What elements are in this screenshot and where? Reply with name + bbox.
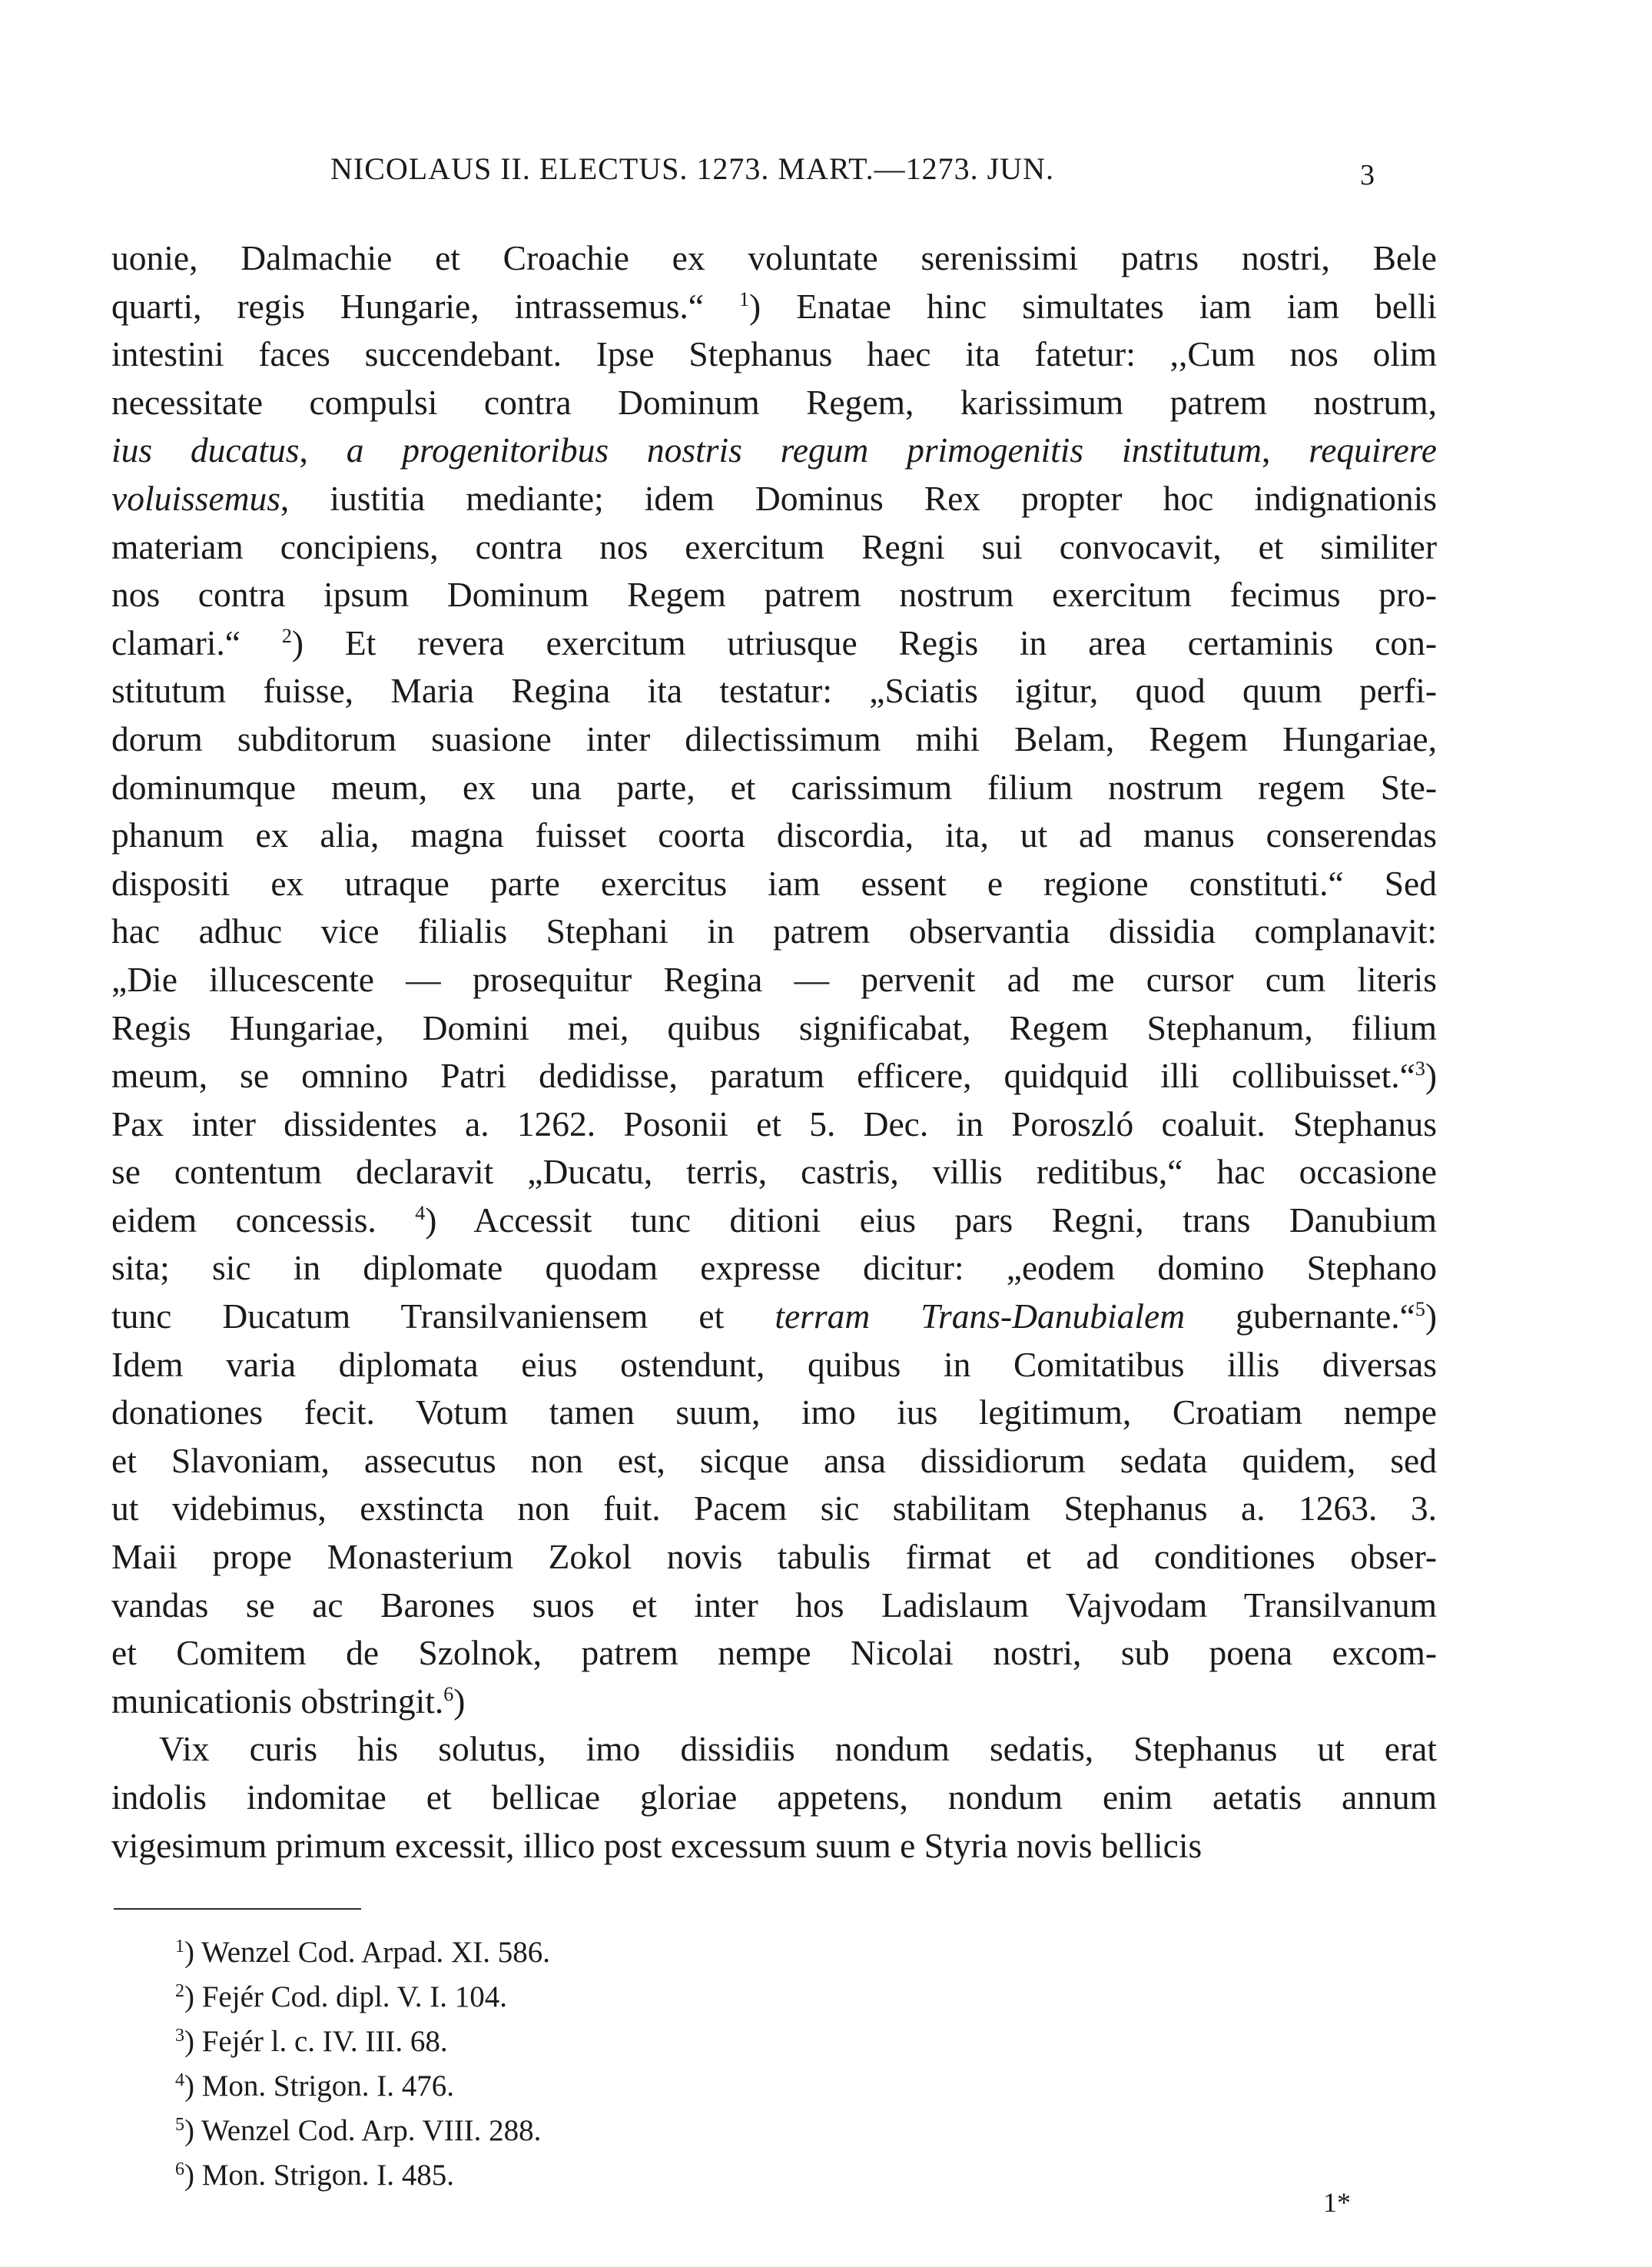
footnote-ref: 1 bbox=[738, 287, 749, 310]
text-run: uonie, Dalmachie et Croachie ex voluntate serenissimi patrıs nostri, Bele bbox=[111, 238, 1437, 277]
text-run: vandas se ac Barones suos et inter hos Ladislaum Vajvodam Transilvanum bbox=[111, 1585, 1437, 1625]
text-line bbox=[111, 1725, 1437, 1774]
text-run: gubernante.“ bbox=[1185, 1296, 1415, 1336]
text-line bbox=[111, 1485, 1437, 1533]
text-line bbox=[111, 667, 1437, 715]
text-line bbox=[111, 619, 1437, 668]
footnote bbox=[175, 2016, 550, 2061]
text-line bbox=[111, 764, 1437, 812]
text-line bbox=[111, 1582, 1437, 1630]
text-run: , iustitia mediante; idem Dominus Rex propter hoc indignationis bbox=[280, 478, 1437, 518]
footnote-text: ) Fejér Cod. dipl. V. I. 104. bbox=[184, 1980, 507, 2013]
text-line bbox=[111, 1822, 1437, 1870]
text-line bbox=[111, 908, 1437, 956]
text-run: ) Enatae hinc simultates iam iam belli bbox=[748, 286, 1438, 326]
text-line bbox=[111, 1678, 1437, 1726]
footnote bbox=[175, 1927, 550, 1972]
footnote-mark: 2 bbox=[175, 1981, 184, 2001]
text-run: nos contra ipsum Dominum Regem patrem nostrum exercitum fecimus pro- bbox=[111, 575, 1437, 615]
text-run: vigesimum primum excessit, illico post excessum suum e Styria novis bellicis bbox=[111, 1825, 1203, 1865]
footnote bbox=[175, 2106, 550, 2150]
text-run: ) Accessit tunc ditioni eius pars Regni, trans Danubium bbox=[425, 1200, 1437, 1240]
footnote-ref: 3 bbox=[1415, 1057, 1425, 1080]
text-run: Pax inter dissidentes a. 1262. Posonii et 5. Dec. in Poroszló coaluit. Stephanus bbox=[111, 1104, 1437, 1143]
text-run: Maii prope Monasterium Zokol novis tabulis firmat et ad conditiones obser- bbox=[111, 1537, 1437, 1577]
text-line bbox=[111, 956, 1437, 1004]
text-run: sita; sic in diplomate quodam expresse dicitur: „eodem domino Stephano bbox=[111, 1248, 1437, 1288]
footnotes bbox=[175, 1927, 550, 2195]
text-run: phanum ex alia, magna fuisset coorta discordia, ita, ut ad manus conserendas bbox=[111, 815, 1437, 855]
text-line bbox=[111, 475, 1437, 523]
footnote-text: ) Mon. Strigon. I. 476. bbox=[184, 2070, 454, 2103]
italic-run: a progenitoribus nostris regum primogenitis institutum bbox=[346, 430, 1262, 470]
text-line bbox=[111, 1437, 1437, 1485]
footnote bbox=[175, 2061, 550, 2106]
footnote-rule bbox=[114, 1908, 361, 1910]
italic-run: terram Trans-Danubialem bbox=[775, 1296, 1186, 1336]
text-line bbox=[111, 1148, 1437, 1197]
text-run: et Slavoniam, assecutus non est, sicque ansa dissidiorum sedata quidem, sed bbox=[111, 1440, 1437, 1480]
text-line bbox=[111, 427, 1437, 475]
text-run: donationes fecit. Votum tamen suum, imo ius legitimum, Croatiam nempe bbox=[111, 1392, 1437, 1432]
footnote-text: ) Fejér l. c. IV. III. 68. bbox=[184, 2025, 448, 2058]
footnote-text: ) Mon. Strigon. I. 485. bbox=[184, 2159, 454, 2192]
text-run: eidem concessis. bbox=[111, 1200, 416, 1240]
footnote-text: ) Wenzel Cod. Arp. VIII. 288. bbox=[184, 2114, 542, 2147]
text-line bbox=[111, 812, 1437, 860]
text-run: „Die illucescente — prosequitur Regina — pervenit ad me cursor cum literis bbox=[111, 959, 1437, 999]
text-line bbox=[111, 1052, 1437, 1100]
text-line bbox=[111, 1197, 1437, 1245]
text-line bbox=[111, 860, 1437, 908]
text-line bbox=[111, 1774, 1437, 1822]
footnote-mark: 1 bbox=[175, 1937, 184, 1957]
running-header bbox=[330, 151, 1375, 197]
text-line bbox=[111, 1533, 1437, 1582]
text-run: dominumque meum, ex una parte, et carissimum filium nostrum regem Ste- bbox=[111, 767, 1437, 807]
page-number: 3 bbox=[1360, 159, 1375, 191]
text-run: tunc Ducatum Transilvaniensem et bbox=[111, 1296, 775, 1336]
text-run: stitutum fuisse, Maria Regina ita testatur: „Sciatis igitur, quod quum perfi- bbox=[111, 671, 1437, 711]
text-run: dispositi ex utraque parte exercitus iam essent e regione constituti.“ Sed bbox=[111, 863, 1437, 903]
text-run: municationis obstringit. bbox=[111, 1681, 444, 1721]
italic-run: requirere bbox=[1309, 430, 1437, 470]
text-line bbox=[111, 1629, 1437, 1678]
text-run: Idem varia diplomata eius ostendunt, quibus in Comitatibus illis diversas bbox=[111, 1344, 1437, 1384]
footnote bbox=[175, 2150, 550, 2195]
text-run: Regis Hungariae, Domini mei, quibus significabat, Regem Stephanum, filium bbox=[111, 1007, 1437, 1047]
text-line bbox=[111, 1244, 1437, 1293]
text-line bbox=[111, 1293, 1437, 1341]
footnote-ref: 2 bbox=[281, 624, 292, 647]
text-line bbox=[111, 1341, 1437, 1389]
text-run: indolis indomitae et bellicae gloriae appetens, nondum enim aetatis annum bbox=[111, 1777, 1437, 1817]
italic-run: ius ducatus bbox=[111, 430, 300, 470]
signature-mark: 1* bbox=[1323, 2187, 1351, 2218]
text-run: ) bbox=[453, 1681, 466, 1721]
text-line bbox=[111, 715, 1437, 764]
text-run: et Comitem de Szolnok, patrem nempe Nicolai nostri, sub poena excom- bbox=[111, 1633, 1437, 1673]
footnote-ref: 6 bbox=[443, 1682, 454, 1705]
footnote bbox=[175, 1972, 550, 2016]
text-line bbox=[111, 571, 1437, 619]
running-title: NICOLAUS II. ELECTUS. 1273. MART.—1273. JUN. bbox=[330, 151, 1054, 186]
body-text bbox=[111, 234, 1437, 1870]
footnote-mark: 4 bbox=[175, 2070, 184, 2090]
text-line bbox=[111, 1004, 1437, 1053]
text-run: ) Et revera exercitum utriusque Regis in area certaminis con- bbox=[291, 622, 1437, 662]
footnote-ref: 4 bbox=[415, 1201, 426, 1224]
text-line bbox=[111, 379, 1437, 427]
text-run: se contentum declaravit „Ducatu, terris, castris, villis reditibus,“ hac occasione bbox=[111, 1152, 1437, 1192]
text-run: meum, se omnino Patri dedidisse, paratum efficere, quidquid illi collibuisset.“ bbox=[111, 1056, 1415, 1096]
text-run: necessitate compulsi contra Dominum Regem, karissimum patrem nostrum, bbox=[111, 382, 1437, 422]
text-run: ) bbox=[1425, 1296, 1437, 1336]
text-line bbox=[111, 1389, 1437, 1437]
text-run: materiam concipiens, contra nos exercitum Regni sui convocavit, et similiter bbox=[111, 526, 1437, 566]
text-line bbox=[111, 1100, 1437, 1149]
text-run: intestini faces succendebant. Ipse Stephanus haec ita fatetur: ,,Cum nos olim bbox=[111, 334, 1437, 374]
footnote-mark: 5 bbox=[175, 2115, 184, 2135]
footnote-mark: 3 bbox=[175, 2026, 184, 2046]
text-run: ) bbox=[1425, 1056, 1437, 1096]
footnote-mark: 6 bbox=[175, 2159, 184, 2179]
text-run: , bbox=[299, 430, 347, 470]
text-run: hac adhuc vice filialis Stephani in patrem observantia dissidia complanavit: bbox=[111, 911, 1437, 951]
text-run: clamari.“ bbox=[111, 622, 282, 662]
footnote-ref: 5 bbox=[1415, 1298, 1425, 1321]
text-run: Vix curis his solutus, imo dissidiis nondum sedatis, Stephanus ut erat bbox=[159, 1729, 1437, 1769]
text-line bbox=[111, 330, 1437, 379]
text-run: dorum subditorum suasione inter dilectissimum mihi Belam, Regem Hungariae, bbox=[111, 719, 1437, 758]
text-run: ut videbimus, exstincta non fuit. Pacem sic stabilitam Stephanus a. 1263. 3. bbox=[111, 1489, 1437, 1528]
text-line bbox=[111, 283, 1437, 331]
footnote-text: ) Wenzel Cod. Arpad. XI. 586. bbox=[184, 1936, 550, 1969]
text-run: , bbox=[1261, 430, 1309, 470]
text-line bbox=[111, 234, 1437, 283]
text-run: quarti, regis Hungarie, intrassemus.“ bbox=[111, 286, 739, 326]
text-line bbox=[111, 523, 1437, 572]
italic-run: voluissemus bbox=[111, 478, 280, 518]
